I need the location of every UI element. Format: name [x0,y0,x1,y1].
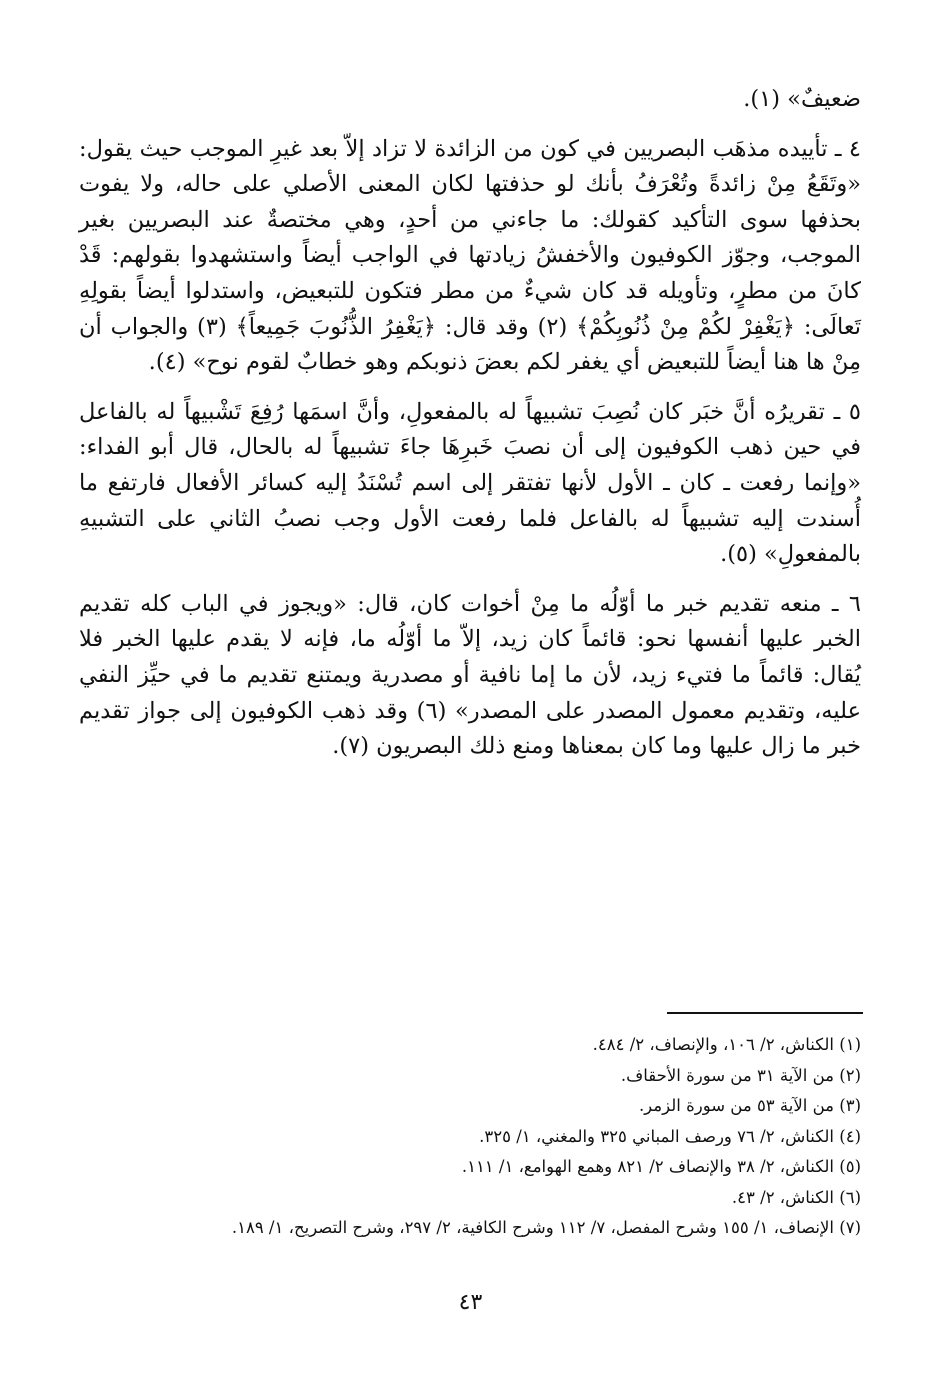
page-number: ٤٣ [458,1290,483,1315]
paragraph-continuation: ضعيفٌ» (١). [743,86,861,112]
footnote-7: (٧) الإنصاف، ١/ ١٥٥ وشرح المفصل، ٧/ ١١٢ وشرح الكافية، ٢/ ٢٩٧، وشرح التصريح، ١/ ١٨٩. [231,1218,861,1237]
paragraph-6: ٦ ـ منعه تقديم خبر ما أوّلُه ما مِنْ أخوات كان، قال: «ويجوز في الباب كله تقديم الخبر عليها أنفسها نحو: قائماً كان زيد، إلاّ ما أوّلُه ما، فإنه لا يقدم عليها الخبر فلا يُقال: قائماً ما فتيء زيد، لأن ما إما نافية أو مصدرية ويمتنع تقديم ما في حيِّز النفي عليه، وتقديم معمول المصدر على المصدر» (٦) وقد ذهب الكوفيون إلى جواز تقديم خبر ما زال عليها وما كان بمعناها ومنع ذلك البصريون (٧). [79,590,861,760]
footnote-4: (٤) الكناش، ٢/ ٧٦ ورصف المباني ٣٢٥ والمغني، ١/ ٣٢٥. [479,1126,861,1146]
main-text [79,82,861,765]
footnote-3: (٣) من الآية ٥٣ من سورة الزمر. [638,1096,861,1115]
paragraph-5: ٥ ـ تقريرُه أنَّ خبَر كان نُصِبَ تشبيهاً له بالمفعولِ، وأنَّ اسمَها رُفِعَ تَشْبيهاً له بالفاعل في حين ذهب الكوفيون إلى أن نصبَ خَبرِهَا جاءَ تشبيهاً له بالحال، قال أبو الفداء: «وإنما رفعت ـ كان ـ الأول لأنها تفتقر إلى اسم تُسْنَدُ إليه كسائر الأفعال فارتفع ما أُسندت إليه تشبيهاً له بالفاعل فلما رفعت الأول وجب نصبُ الثاني على التشبيهِ بالمفعولِ» (٥). [79,398,861,568]
footnote-2: (٢) من الآية ٣١ من سورة الأحقاف. [620,1065,861,1085]
footnotes [79,1030,861,1244]
footnote-1: (١) الكناش، ٢/ ١٠٦، والإنصاف، ٢/ ٤٨٤. [592,1035,861,1054]
paragraph-4: ٤ ـ تأييده مذهَب البصريين في كون من الزائدة لا تزاد إلاّ بعد غيرِ الموجب حيث يقول: «وتَقَعُ مِنْ زائدةً وتُعْرَفُ بأنك لو حذفتها لكان المعنى الأصلي على حاله، ولا يفوت بحذفها سوى التأكيد كقولك: ما جاءني من أحدٍ، وهي مختصةٌ عند البصريين بغير الموجب، وجوّز الكوفيون والأخفشُ زيادتها في الواجب أيضاً واستشهدوا بقولهم: قَدْ كانَ من مطرٍ، وتأويله قد كان شيءٌ من مطر فتكون للتبعيض، واستدلوا أيضاً بقولِهِ تَعالَى: ﴿يَغْفِرْ لكُمْ مِنْ ذُنُوبِكُمْ﴾ (٢) وقد قال: ﴿يَغْفِرُ الذُّنُوبَ جَمِيعاً﴾ (٣) والجواب أن مِنْ ها هنا أيضاً للتبعيض أي يغفر لكم بعضَ ذنوبكم وهو خطابٌ لقوم نوح» (٤). [79,135,861,376]
footnote-6: (٦) الكناش، ٢/ ٤٣. [731,1187,861,1207]
footnote-5: (٥) الكناش، ٢/ ٣٨ والإنصاف ٢/ ٨٢١ وهمع الهوامع، ١/ ١١١. [461,1157,861,1176]
footnote-separator [667,1012,863,1014]
